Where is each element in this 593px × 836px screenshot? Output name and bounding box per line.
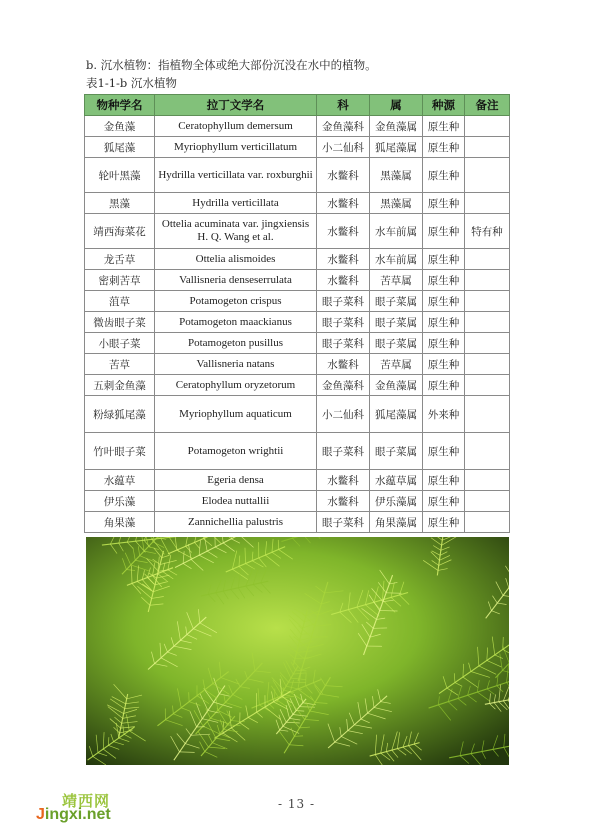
cell-origin: 原生种 [423,193,465,214]
cell-origin: 原生种 [423,375,465,396]
cell-origin: 原生种 [423,512,465,533]
cell-origin: 原生种 [423,249,465,270]
cell-latin: Potamogeton pusillus [155,333,317,354]
cell-family: 眼子菜科 [317,291,370,312]
cell-genus: 黑藻属 [370,193,423,214]
table-row [85,249,510,270]
cell-note [465,158,510,193]
cell-genus: 金鱼藻属 [370,116,423,137]
cell-latin: Ceratophyllum demersum [155,116,317,137]
cell-origin: 原生种 [423,137,465,158]
cell-family: 水鳖科 [317,214,370,249]
cell-family: 眼子菜科 [317,312,370,333]
cell-family: 水鳖科 [317,193,370,214]
cell-note [465,137,510,158]
cell-species: 靖西海菜花 [85,214,155,249]
table-row [85,470,510,491]
cell-genus: 伊乐藻属 [370,491,423,512]
header-latin: 拉丁文学名 [155,95,317,116]
table-row [85,354,510,375]
cell-note [465,512,510,533]
cell-genus: 眼子菜属 [370,433,423,470]
cell-latin: Ottelia acuminata var. jingxiensis H. Q. Wang et al. [155,214,317,249]
cell-species: 金鱼藻 [85,116,155,137]
intro-text: b. 沉水植物：指植物全体或绝大部份沉没在水中的植物。 [86,58,377,72]
header-family: 科 [317,95,370,116]
table-row [85,512,510,533]
cell-species: 五刺金鱼藻 [85,375,155,396]
cell-note [465,249,510,270]
watermark-logo [28,790,138,830]
cell-species: 小眼子菜 [85,333,155,354]
cell-species: 水蕴草 [85,470,155,491]
cell-species: 密刺苦草 [85,270,155,291]
cell-origin: 原生种 [423,491,465,512]
table-row [85,312,510,333]
cell-family: 水鳖科 [317,158,370,193]
cell-latin: Potamogeton maackianus [155,312,317,333]
cell-family: 水鳖科 [317,354,370,375]
cell-latin: Ceratophyllum oryzetorum [155,375,317,396]
cell-note [465,312,510,333]
cell-origin: 原生种 [423,433,465,470]
cell-origin: 原生种 [423,291,465,312]
aquatic-plant-image [86,537,509,765]
cell-latin: Zannichellia palustris [155,512,317,533]
cell-genus: 水车前属 [370,249,423,270]
table-row [85,433,510,470]
cell-note [465,375,510,396]
header-species: 物种学名 [85,95,155,116]
watermark-text-en: Jingxi.net [36,806,111,823]
cell-latin: Potamogeton wrightii [155,433,317,470]
cell-species: 粉绿狐尾藻 [85,396,155,433]
cell-genus: 眼子菜属 [370,333,423,354]
cell-latin: Egeria densa [155,470,317,491]
cell-family: 水鳖科 [317,270,370,291]
cell-note [465,193,510,214]
cell-origin: 原生种 [423,470,465,491]
cell-genus: 狐尾藻属 [370,396,423,433]
cell-species: 苦草 [85,354,155,375]
header-note: 备注 [465,95,510,116]
table-header-row [85,95,510,116]
cell-genus: 苦草属 [370,270,423,291]
cell-family: 眼子菜科 [317,433,370,470]
header-origin: 种源 [423,95,465,116]
cell-genus: 苦草属 [370,354,423,375]
table-row [85,396,510,433]
cell-latin: Hydrilla verticillata [155,193,317,214]
cell-family: 水鳖科 [317,249,370,270]
cell-note [465,116,510,137]
cell-family: 小二仙科 [317,137,370,158]
cell-genus: 金鱼藻属 [370,375,423,396]
cell-latin: Potamogeton crispus [155,291,317,312]
cell-origin: 原生种 [423,312,465,333]
cell-note [465,333,510,354]
cell-genus: 水车前属 [370,214,423,249]
cell-note [465,491,510,512]
cell-family: 金鱼藻科 [317,116,370,137]
table-row [85,375,510,396]
cell-latin: Elodea nuttallii [155,491,317,512]
cell-family: 金鱼藻科 [317,375,370,396]
cell-note [465,354,510,375]
cell-note [465,470,510,491]
cell-origin: 原生种 [423,116,465,137]
cell-genus: 水蕴草属 [370,470,423,491]
table-row [85,158,510,193]
table-row [85,333,510,354]
cell-species: 角果藻 [85,512,155,533]
table-row [85,137,510,158]
cell-species: 伊乐藻 [85,491,155,512]
header-genus: 属 [370,95,423,116]
table-row [85,291,510,312]
plant-photo [86,537,509,765]
cell-latin: Myriophyllum aquaticum [155,396,317,433]
table-row [85,116,510,137]
cell-origin: 原生种 [423,270,465,291]
cell-origin: 原生种 [423,158,465,193]
cell-note [465,270,510,291]
cell-note: 特有种 [465,214,510,249]
cell-genus: 角果藻属 [370,512,423,533]
cell-species: 黑藻 [85,193,155,214]
cell-note [465,396,510,433]
table-row [85,270,510,291]
cell-genus: 眼子菜属 [370,312,423,333]
cell-origin: 原生种 [423,354,465,375]
cell-genus: 眼子菜属 [370,291,423,312]
cell-family: 水鳖科 [317,470,370,491]
cell-species: 狐尾藻 [85,137,155,158]
table-caption: 表1-1-b 沉水植物 [86,76,177,90]
cell-species: 竹叶眼子菜 [85,433,155,470]
table-row [85,193,510,214]
cell-note [465,433,510,470]
cell-origin: 原生种 [423,333,465,354]
cell-note [465,291,510,312]
cell-latin: Myriophyllum verticillatum [155,137,317,158]
cell-origin: 外来种 [423,396,465,433]
cell-family: 水鳖科 [317,491,370,512]
page-number: - 13 - [277,797,315,811]
cell-latin: Vallisneria denseserrulata [155,270,317,291]
cell-genus: 黑藻属 [370,158,423,193]
cell-origin: 原生种 [423,214,465,249]
cell-family: 小二仙科 [317,396,370,433]
plant-table [84,94,510,533]
table-row [85,214,510,249]
watermark-text-cn: 靖西网 [62,793,111,810]
cell-genus: 狐尾藻属 [370,137,423,158]
cell-latin: Ottelia alismoides [155,249,317,270]
cell-species: 微齿眼子菜 [85,312,155,333]
cell-species: 菹草 [85,291,155,312]
cell-species: 龙舌草 [85,249,155,270]
cell-family: 眼子菜科 [317,333,370,354]
cell-latin: Hydrilla verticillata var. roxburghii [155,158,317,193]
table-row [85,491,510,512]
cell-species: 轮叶黑藻 [85,158,155,193]
cell-latin: Vallisneria natans [155,354,317,375]
cell-family: 眼子菜科 [317,512,370,533]
